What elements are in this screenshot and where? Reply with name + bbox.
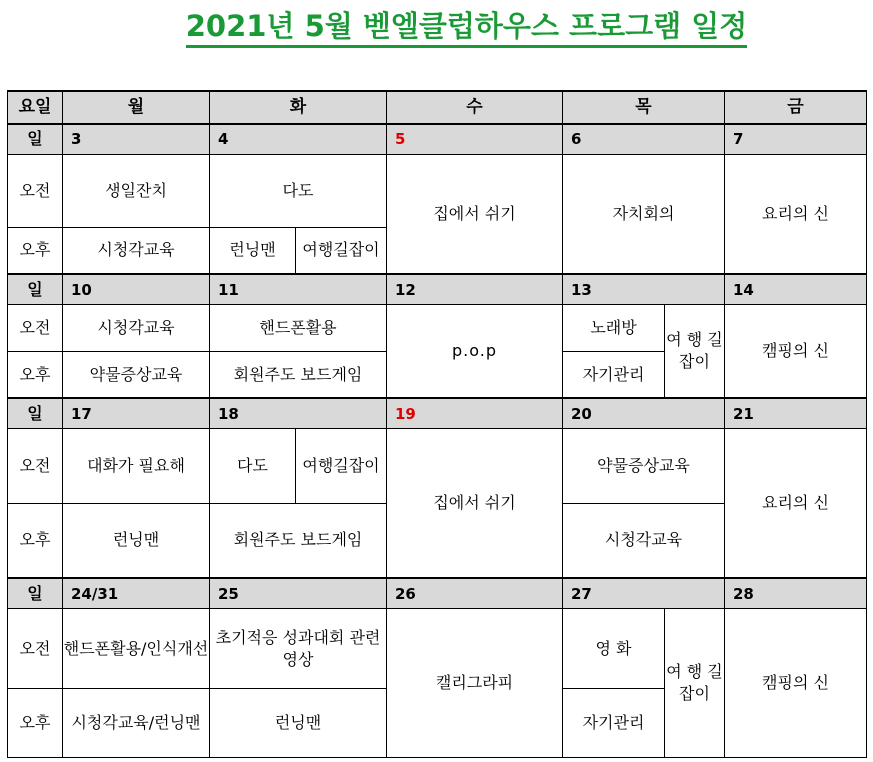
date-row bbox=[8, 124, 867, 155]
program-cell: 자기관리 bbox=[563, 351, 665, 398]
am-row bbox=[8, 154, 867, 227]
header-mon: 월 bbox=[63, 91, 210, 124]
day-label: 일 bbox=[8, 398, 63, 429]
am-label: 오전 bbox=[8, 429, 63, 503]
am-label: 오전 bbox=[8, 609, 63, 688]
program-cell: 시청각교육 bbox=[63, 305, 210, 352]
day-label: 일 bbox=[8, 578, 63, 609]
header-thu: 목 bbox=[563, 91, 725, 124]
date-cell: 18 bbox=[210, 398, 387, 429]
pm-label: 오후 bbox=[8, 688, 63, 757]
date-cell: 28 bbox=[725, 578, 867, 609]
program-cell: 시청각교육/런닝맨 bbox=[63, 688, 210, 757]
header-fri: 금 bbox=[725, 91, 867, 124]
date-cell: 7 bbox=[725, 124, 867, 155]
am-label: 오전 bbox=[8, 154, 63, 227]
program-cell: 대화가 필요해 bbox=[63, 429, 210, 503]
program-cell: 요리의 신 bbox=[725, 429, 867, 579]
program-cell: 핸드폰활용 bbox=[210, 305, 387, 352]
program-cell: 약물증상교육 bbox=[63, 351, 210, 398]
program-cell: 런닝맨 bbox=[210, 688, 387, 757]
date-row bbox=[8, 578, 867, 609]
program-cell: 영 화 bbox=[563, 609, 665, 688]
pm-label: 오후 bbox=[8, 351, 63, 398]
date-cell: 24/31 bbox=[63, 578, 210, 609]
schedule-table bbox=[7, 90, 867, 758]
program-cell: 자기관리 bbox=[563, 688, 665, 757]
page-title: 2021년 5월 벧엘클럽하우스 프로그램 일정 bbox=[0, 8, 873, 48]
am-row bbox=[8, 429, 867, 503]
date-cell: 21 bbox=[725, 398, 867, 429]
date-cell: 13 bbox=[563, 274, 725, 305]
date-cell: 20 bbox=[563, 398, 725, 429]
header-row bbox=[8, 91, 867, 124]
header-yoil: 요일 bbox=[8, 91, 63, 124]
program-cell: 다도 bbox=[210, 154, 387, 227]
date-cell: 6 bbox=[563, 124, 725, 155]
program-cell: 캠핑의 신 bbox=[725, 609, 867, 758]
program-cell: p.o.p bbox=[387, 305, 563, 399]
am-row bbox=[8, 305, 867, 352]
program-cell: 집에서 쉬기 bbox=[387, 429, 563, 579]
date-cell: 12 bbox=[387, 274, 563, 305]
date-row bbox=[8, 274, 867, 305]
am-row bbox=[8, 609, 867, 688]
date-cell-holiday: 5 bbox=[387, 124, 563, 155]
program-cell: 런닝맨 bbox=[63, 503, 210, 578]
date-cell-holiday: 19 bbox=[387, 398, 563, 429]
program-cell: 생일잔치 bbox=[63, 154, 210, 227]
date-cell: 14 bbox=[725, 274, 867, 305]
pm-label: 오후 bbox=[8, 503, 63, 578]
program-cell: 여 행 길잡이 bbox=[665, 305, 725, 399]
program-cell: 캠핑의 신 bbox=[725, 305, 867, 399]
program-cell: 여행길잡이 bbox=[296, 429, 387, 503]
am-label: 오전 bbox=[8, 305, 63, 352]
date-cell: 27 bbox=[563, 578, 725, 609]
program-cell: 런닝맨 bbox=[210, 227, 296, 274]
date-cell: 26 bbox=[387, 578, 563, 609]
date-cell: 25 bbox=[210, 578, 387, 609]
program-cell: 초기적응 성과대회 관련 영상 bbox=[210, 609, 387, 688]
program-cell: 여 행 길잡이 bbox=[665, 609, 725, 758]
day-label: 일 bbox=[8, 124, 63, 155]
pm-label: 오후 bbox=[8, 227, 63, 274]
program-cell: 핸드폰활용/인식개선 bbox=[63, 609, 210, 688]
date-row bbox=[8, 398, 867, 429]
program-cell: 다도 bbox=[210, 429, 296, 503]
date-cell: 11 bbox=[210, 274, 387, 305]
program-cell: 요리의 신 bbox=[725, 154, 867, 274]
program-cell: 자치회의 bbox=[563, 154, 725, 274]
date-cell: 4 bbox=[210, 124, 387, 155]
header-tue: 화 bbox=[210, 91, 387, 124]
program-cell: 노래방 bbox=[563, 305, 665, 352]
date-cell: 3 bbox=[63, 124, 210, 155]
program-cell: 여행길잡이 bbox=[296, 227, 387, 274]
program-cell: 회원주도 보드게임 bbox=[210, 351, 387, 398]
program-cell: 회원주도 보드게임 bbox=[210, 503, 387, 578]
program-cell: 약물증상교육 bbox=[563, 429, 725, 503]
program-cell: 시청각교육 bbox=[563, 503, 725, 578]
header-wed: 수 bbox=[387, 91, 563, 124]
day-label: 일 bbox=[8, 274, 63, 305]
program-cell: 캘리그라피 bbox=[387, 609, 563, 758]
program-cell: 시청각교육 bbox=[63, 227, 210, 274]
date-cell: 10 bbox=[63, 274, 210, 305]
date-cell: 17 bbox=[63, 398, 210, 429]
program-cell: 집에서 쉬기 bbox=[387, 154, 563, 274]
